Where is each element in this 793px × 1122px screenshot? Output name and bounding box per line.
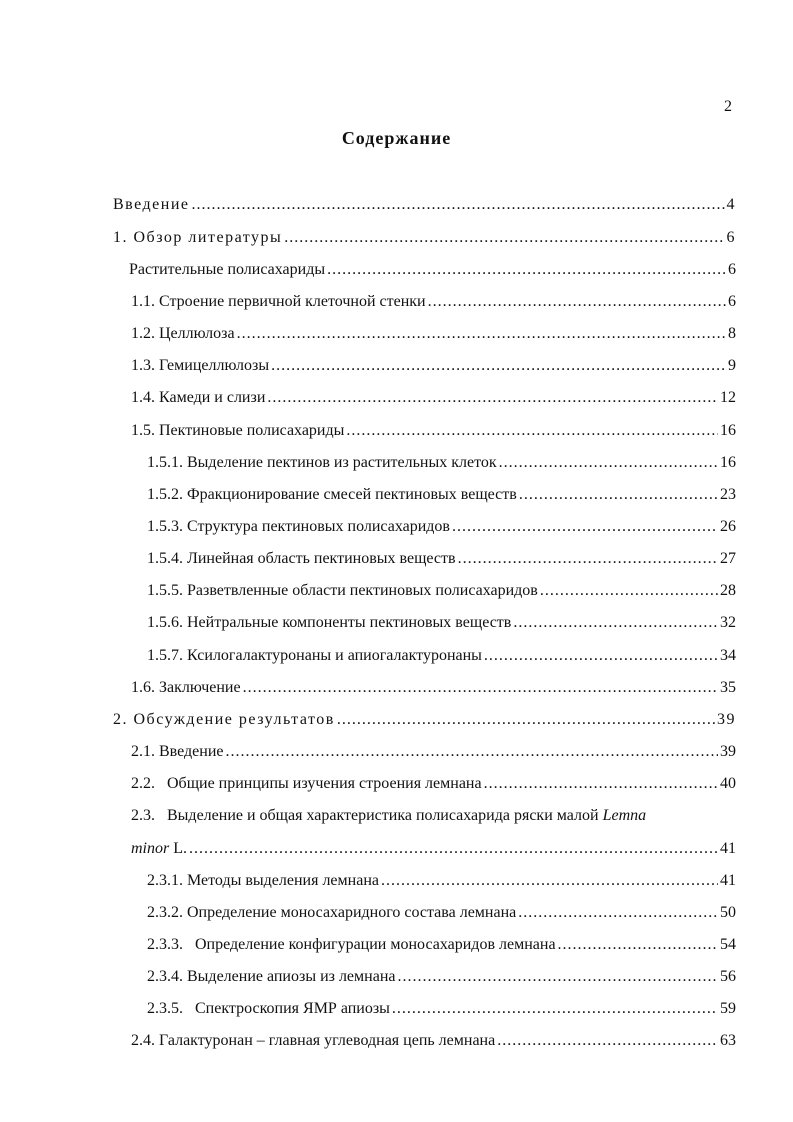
toc-entry-page: 16 xyxy=(720,422,736,439)
toc-entry-discussion[interactable] xyxy=(113,711,736,729)
toc-entry-1-5-2[interactable] xyxy=(147,486,736,504)
toc-entry-page: 6 xyxy=(728,261,736,278)
toc-entry-page: 27 xyxy=(720,550,736,567)
toc-entry-literature-review[interactable] xyxy=(113,229,736,247)
toc-entry-label: 1.5. Пектиновые полисахариды xyxy=(131,422,345,439)
dot-leader xyxy=(397,968,718,986)
dot-leader xyxy=(327,261,726,279)
toc-entry-page: 39 xyxy=(717,711,736,728)
toc-entry-label: 1.2. Целлюлоза xyxy=(131,325,235,342)
toc-entry-2-4[interactable] xyxy=(131,1032,736,1050)
toc-entry-label: 2.3.3. Определение конфигурации моносахаридов лемнана xyxy=(147,936,556,953)
toc-entry-page: 6 xyxy=(728,293,736,310)
toc-entry-introduction[interactable] xyxy=(113,196,736,214)
toc-entry-page: 9 xyxy=(728,357,736,374)
toc-entry-page: 41 xyxy=(720,840,736,857)
toc-entry-label-italic: minor xyxy=(131,840,170,857)
toc-entry-label: 1.5.1. Выделение пектинов из растительных клеток xyxy=(147,454,497,471)
toc-entry-page: 56 xyxy=(720,968,736,985)
toc-entry-1-4[interactable] xyxy=(131,389,736,407)
toc-entry-label: 2.1. Введение xyxy=(131,743,224,760)
dot-leader xyxy=(558,936,718,954)
toc-entry-label: 2.3.5. Спектроскопия ЯМР апиозы xyxy=(147,1000,390,1017)
toc-entry-label: Введение xyxy=(113,196,190,213)
dot-leader xyxy=(192,196,725,214)
toc-entry-page: 63 xyxy=(720,1032,736,1049)
toc-entry-2-3-2[interactable] xyxy=(147,904,736,922)
toc-entry-1-3[interactable] xyxy=(131,357,736,375)
toc-entry-1-1[interactable] xyxy=(131,293,736,311)
dot-leader xyxy=(513,614,718,632)
dot-leader xyxy=(284,229,724,247)
dot-leader xyxy=(267,389,718,407)
toc-entry-1-5-3[interactable] xyxy=(147,518,736,536)
toc-entry-label: 2.3.4. Выделение апиозы из лемнана xyxy=(147,968,396,985)
dot-leader xyxy=(337,711,715,729)
toc-entry-page: 16 xyxy=(720,454,736,471)
toc-entry-label-suffix: L. xyxy=(169,840,188,857)
toc-entry-label: 1.5.2. Фракционирование смесей пектиновых веществ xyxy=(147,486,517,503)
toc-entry-page: 50 xyxy=(720,904,736,921)
toc-entry-1-5-7[interactable] xyxy=(147,647,736,665)
toc-entry-label: 1.4. Камеди и слизи xyxy=(131,389,266,406)
toc-entry-page: 35 xyxy=(720,679,736,696)
toc-entry-label: 2.4. Галактуронан – главная углеводная цепь лемнана xyxy=(131,1032,496,1049)
toc-entry-label xyxy=(131,840,187,858)
dot-leader xyxy=(484,775,718,793)
toc-entry-label: 1. Обзор литературы xyxy=(113,229,283,246)
toc-entry-2-3-1[interactable] xyxy=(147,872,736,890)
toc-entry-2-1[interactable] xyxy=(131,743,736,761)
toc-entry-2-3-4[interactable] xyxy=(147,968,736,986)
toc-entry-page: 8 xyxy=(728,325,736,342)
dot-leader xyxy=(428,293,726,311)
toc-entry-label: 2.3.2. Определение моносахаридного состава лемнана xyxy=(147,904,517,921)
toc-entry-page: 59 xyxy=(720,1000,736,1017)
toc-entry-2-3-line2[interactable] xyxy=(131,840,736,858)
toc-entry-page: 40 xyxy=(720,775,736,792)
toc-entry-1-5-4[interactable] xyxy=(147,550,736,568)
toc-entry-label: 1.5.7. Ксилогалактуронаны и апиогалактуронаны xyxy=(147,647,482,664)
toc-entry-page: 41 xyxy=(720,872,736,889)
toc-entry-1-6[interactable] xyxy=(131,679,736,697)
dot-leader xyxy=(189,840,718,858)
toc-entry-label: 2. Обсуждение результатов xyxy=(113,711,335,728)
toc-entry-page: 32 xyxy=(720,614,736,631)
toc-entry-1-5[interactable] xyxy=(131,422,736,440)
toc-entry-label: 1.1. Строение первичной клеточной стенки xyxy=(131,293,426,310)
toc-entry-plant-polysaccharides[interactable] xyxy=(129,261,736,279)
toc-entry-label: 1.3. Гемицеллюлозы xyxy=(131,357,270,374)
toc-entry-label-italic: Lemna xyxy=(602,807,647,824)
dot-leader xyxy=(458,550,718,568)
toc-entry-1-5-6[interactable] xyxy=(147,614,736,632)
dot-leader xyxy=(243,679,718,697)
toc-entry-label: 1.5.3. Структура пектиновых полисахаридов xyxy=(147,518,450,535)
dot-leader xyxy=(499,454,718,472)
toc-entry-page: 4 xyxy=(726,196,736,213)
dot-leader xyxy=(237,325,726,343)
toc-entry-label: 1.6. Заключение xyxy=(131,679,241,696)
toc-entry-2-3-3[interactable] xyxy=(147,936,736,954)
toc-entry-2-3-5[interactable] xyxy=(147,1000,736,1018)
page-number: 2 xyxy=(724,98,732,115)
toc-entry-1-5-1[interactable] xyxy=(147,454,736,472)
toc-entry-1-2[interactable] xyxy=(131,325,736,343)
toc-entry-page: 12 xyxy=(720,389,736,406)
dot-leader xyxy=(381,872,718,890)
page-title: Содержание xyxy=(341,128,452,148)
toc-entry-label: 1.5.4. Линейная область пектиновых веществ xyxy=(147,550,456,567)
toc-entry-page: 54 xyxy=(720,936,736,953)
dot-leader xyxy=(497,1032,718,1050)
toc-entry-page: 26 xyxy=(720,518,736,535)
toc-entry-label: 1.5.5. Разветвленные области пектиновых полисахаридов xyxy=(147,582,538,599)
dot-leader xyxy=(540,582,718,600)
toc-entry-label: 2.3. Выделение и общая характеристика полисахарида ряски малой xyxy=(131,807,599,824)
dot-leader xyxy=(346,422,718,440)
dot-leader xyxy=(484,647,718,665)
toc-entry-label: 2.3.1. Методы выделения лемнана xyxy=(147,872,379,889)
toc-entry-page: 39 xyxy=(720,743,736,760)
toc-entry-2-3-line1[interactable] xyxy=(131,807,646,825)
toc-entry-label: 1.5.6. Нейтральные компоненты пектиновых веществ xyxy=(147,614,512,631)
dot-leader xyxy=(452,518,718,536)
dot-leader xyxy=(392,1000,718,1018)
dot-leader xyxy=(271,357,726,375)
toc-entry-page: 23 xyxy=(720,486,736,503)
toc-entry-2-2[interactable] xyxy=(131,775,736,793)
dot-leader xyxy=(518,904,718,922)
dot-leader xyxy=(519,486,718,504)
toc-entry-page: 28 xyxy=(720,582,736,599)
toc-entry-label: 2.2. Общие принципы изучения строения лемнана xyxy=(131,775,482,792)
toc-entry-page: 34 xyxy=(720,647,736,664)
toc-entry-1-5-5[interactable] xyxy=(147,582,736,600)
toc-entry-label: Растительные полисахариды xyxy=(129,261,326,278)
dot-leader xyxy=(226,743,719,761)
toc-entry-page: 6 xyxy=(726,229,736,246)
